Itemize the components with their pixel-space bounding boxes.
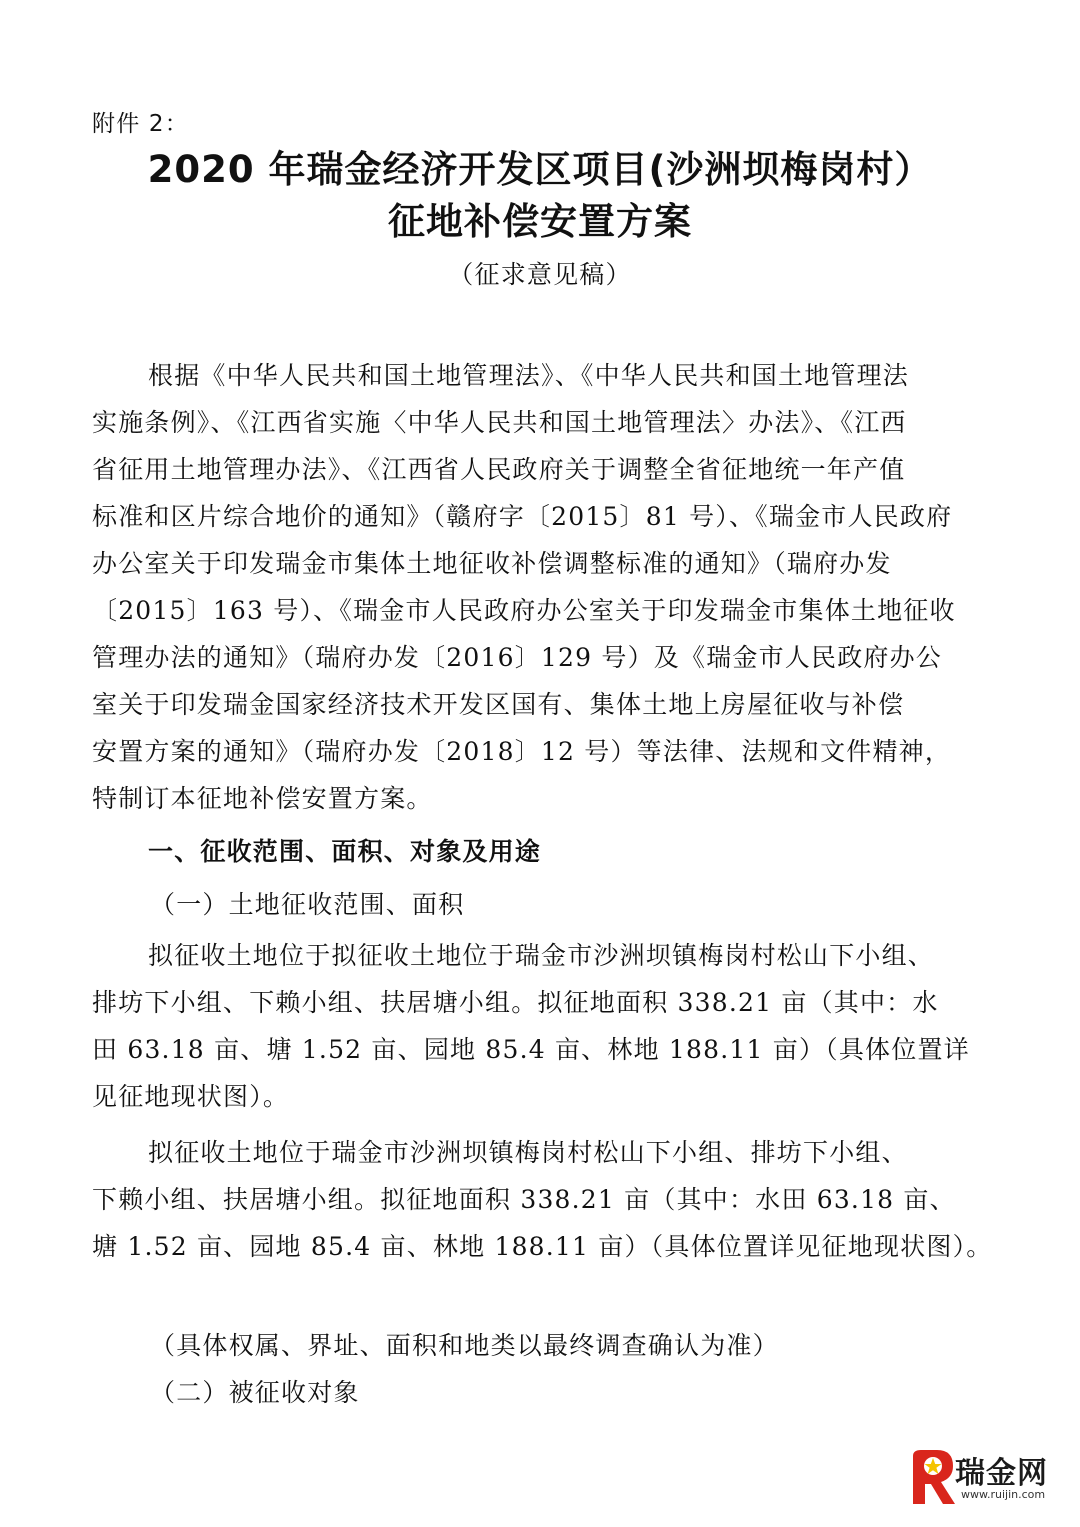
paragraph-line: 排坊下小组、下赖小组、扶居塘小组。拟征地面积 338.21 亩（其中：水	[92, 988, 939, 1017]
intro-line: 办公室关于印发瑞金市集体土地征收补偿调整标准的通知》（瑞府办发	[92, 549, 892, 578]
attachment-label: 附件 2：	[92, 111, 189, 137]
paragraph-line: 塘 1.52 亩、园地 85.4 亩、林地 188.11 亩）（具体位置详见征地现状图）。	[92, 1232, 993, 1261]
subsection-heading: （一）土地征收范围、面积	[150, 890, 465, 919]
paragraph-line: 见征地现状图）。	[92, 1082, 290, 1111]
document-title-line2: 征地补偿安置方案	[388, 200, 692, 243]
intro-line: 室关于印发瑞金国家经济技术开发区国有、集体土地上房屋征收与补偿	[92, 690, 905, 719]
ruijin-logo	[905, 1446, 1065, 1512]
intro-line: 实施条例》、《江西省实施〈中华人民共和国土地管理法〉办法》、《江西	[92, 408, 907, 437]
logo-name: 瑞金网	[955, 1456, 1048, 1491]
paragraph-line: 拟征收土地位于拟征收土地位于瑞金市沙洲坝镇梅岗村松山下小组、	[148, 941, 935, 970]
paragraph-line: 下赖小组、扶居塘小组。拟征地面积 338.21 亩（其中：水田 63.18 亩、	[92, 1185, 956, 1214]
logo-mark-icon	[905, 1446, 961, 1508]
logo-url: www.ruijin.com	[961, 1488, 1046, 1501]
document-title-line1: 2020 年瑞金经济开发区项目(沙洲坝梅岗村）	[147, 148, 933, 191]
paragraph-line: 拟征收土地位于瑞金市沙洲坝镇梅岗村松山下小组、排坊下小组、	[148, 1138, 908, 1167]
paragraph-line: 田 63.18 亩、塘 1.52 亩、园地 85.4 亩、林地 188.11 亩）（具体位置详	[92, 1035, 970, 1064]
section-heading: 一、征收范围、面积、对象及用途	[148, 837, 542, 866]
intro-line: 特制订本征地补偿安置方案。	[92, 784, 433, 813]
intro-line: 管理办法的通知》（瑞府办发〔2016〕129 号）及《瑞金市人民政府办公	[92, 643, 942, 672]
intro-line: 安置方案的通知》（瑞府办发〔2018〕12 号）等法律、法规和文件精神，	[92, 737, 952, 766]
document-subtitle: （征求意见稿）	[448, 260, 632, 289]
intro-line: 标准和区片综合地价的通知》（赣府字〔2015〕81 号）、《瑞金市人民政府	[92, 502, 953, 531]
subsection-heading: （二）被征收对象	[150, 1378, 360, 1407]
intro-line: 省征用土地管理办法》、《江西省人民政府关于调整全省征地统一年产值	[92, 455, 906, 484]
intro-line: 根据《中华人民共和国土地管理法》、《中华人民共和国土地管理法	[148, 361, 910, 390]
note-line: （具体权属、界址、面积和地类以最终调查确认为准）	[150, 1331, 779, 1360]
intro-line: 〔2015〕163 号）、《瑞金市人民政府办公室关于印发瑞金市集体土地征收	[92, 596, 956, 625]
